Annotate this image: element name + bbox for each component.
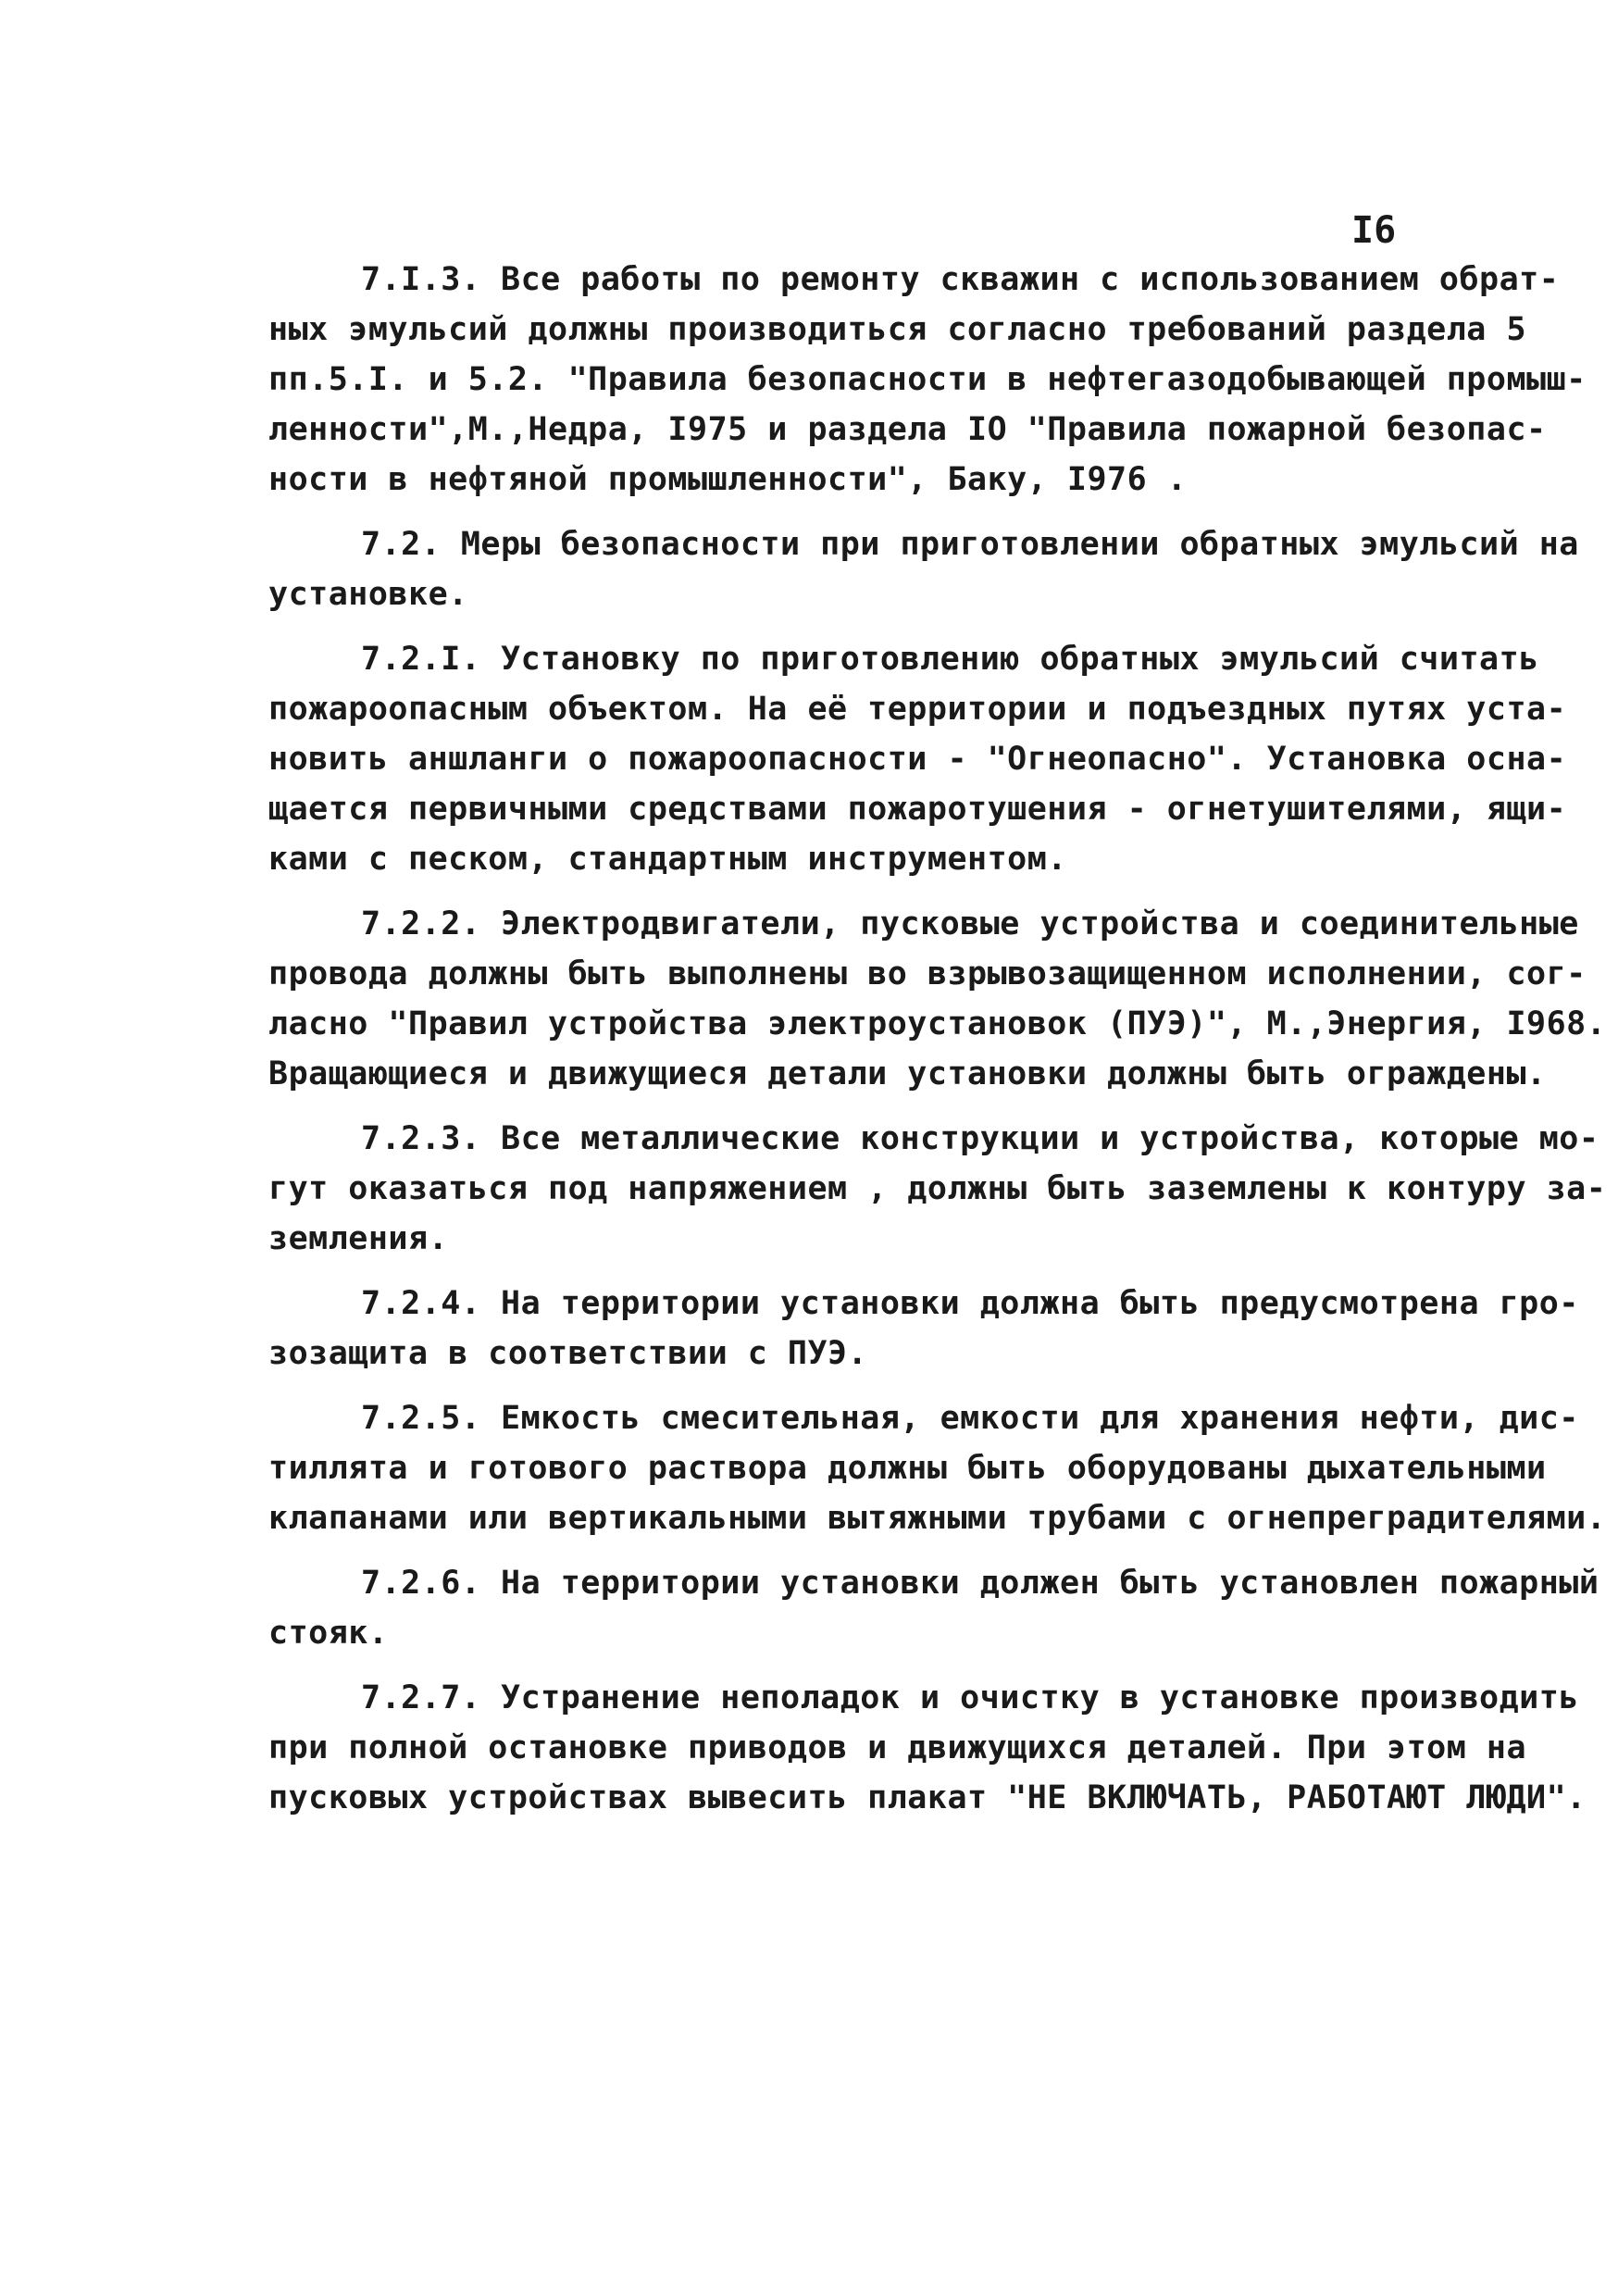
text-line: 7.2.2. Электродвигатели, пусковые устройства и соединительные <box>361 905 1579 942</box>
text-line: 7.2.3. Все металлические конструкции и устройства, которые мо- <box>361 1120 1599 1157</box>
document-body <box>268 255 1607 1838</box>
text-line: пожароопасным объектом. На её территории и подъездных путях уста- <box>268 691 1567 728</box>
text-line: установке. <box>268 576 468 613</box>
text-line: зозащита в соответствии с ПУЭ. <box>268 1335 868 1372</box>
text-line: ленности",М.,Недра, I975 и раздела IO "Правила пожарной безопас- <box>268 411 1547 448</box>
text-line: ками с песком, стандартным инструментом. <box>268 841 1067 878</box>
paragraph-7-2-3 <box>268 1114 1607 1264</box>
text-line: 7.2.I. Установку по приготовлению обратных эмульсий считать <box>361 641 1539 678</box>
text-line: 7.2.4. На территории установки должна быть предусмотрена гро- <box>361 1285 1579 1322</box>
text-line: новить аншланги о пожароопасности - "Огнеопасно". Установка осна- <box>268 741 1567 778</box>
paragraph-7-2-1 <box>268 634 1567 884</box>
text-line: 7.I.3. Все работы по ремонту скважин с использованием обрат- <box>361 261 1560 298</box>
text-line: провода должны быть выполнены во взрывозащищенном исполнении, сог- <box>268 955 1587 992</box>
page-number: I6 <box>1351 209 1397 252</box>
paragraph-7-2-4 <box>268 1279 1579 1379</box>
text-line: при полной остановке приводов и движущихся деталей. При этом на <box>268 1729 1527 1766</box>
text-line: 7.2.6. На территории установки должен быть установлен пожарный <box>361 1565 1599 1602</box>
text-line: Вращающиеся и движущиеся детали установки должны быть ограждены. <box>268 1055 1547 1092</box>
text-line: 7.2. Меры безопасности при приготовлении обратных эмульсий на <box>361 526 1579 563</box>
text-line: ных эмульсий должны производиться согласно требований раздела 5 <box>268 311 1527 348</box>
paragraph-7-2-6 <box>268 1558 1599 1658</box>
paragraph-7-2-2 <box>268 899 1607 1099</box>
text-line: 7.2.7. Устранение неполадок и очистку в установке производить <box>361 1679 1579 1716</box>
paragraph-7-2-5 <box>268 1393 1607 1543</box>
text-line: тиллята и готового раствора должны быть оборудованы дыхательными <box>268 1450 1547 1487</box>
paragraph-7-1-3 <box>268 255 1587 505</box>
text-line: ности в нефтяной промышленности", Баку, I976 . <box>268 461 1188 498</box>
text-line: 7.2.5. Емкость смесительная, емкости для хранения нефти, дис- <box>361 1400 1579 1437</box>
text-line: пп.5.I. и 5.2. "Правила безопасности в нефтегазодобывающей промыш- <box>268 361 1587 398</box>
text-line: пусковых устройствах вывесить плакат "НЕ ВКЛЮЧАТЬ, РАБОТАЮТ ЛЮДИ". <box>268 1779 1587 1816</box>
text-line: ласно "Правил устройства электроустановок (ПУЭ)", М.,Энергия, I968. <box>268 1005 1607 1042</box>
text-line: гут оказаться под напряжением , должны быть заземлены к контуру за- <box>268 1170 1607 1207</box>
paragraph-7-2 <box>268 519 1579 619</box>
text-line: стояк. <box>268 1615 389 1652</box>
text-line: щается первичными средствами пожаротушения - огнетушителями, ящи- <box>268 791 1567 828</box>
text-line: клапанами или вертикальными вытяжными трубами с огнепреградителями. <box>268 1500 1607 1537</box>
text-line: земления. <box>268 1220 449 1257</box>
paragraph-7-2-7 <box>268 1673 1587 1823</box>
